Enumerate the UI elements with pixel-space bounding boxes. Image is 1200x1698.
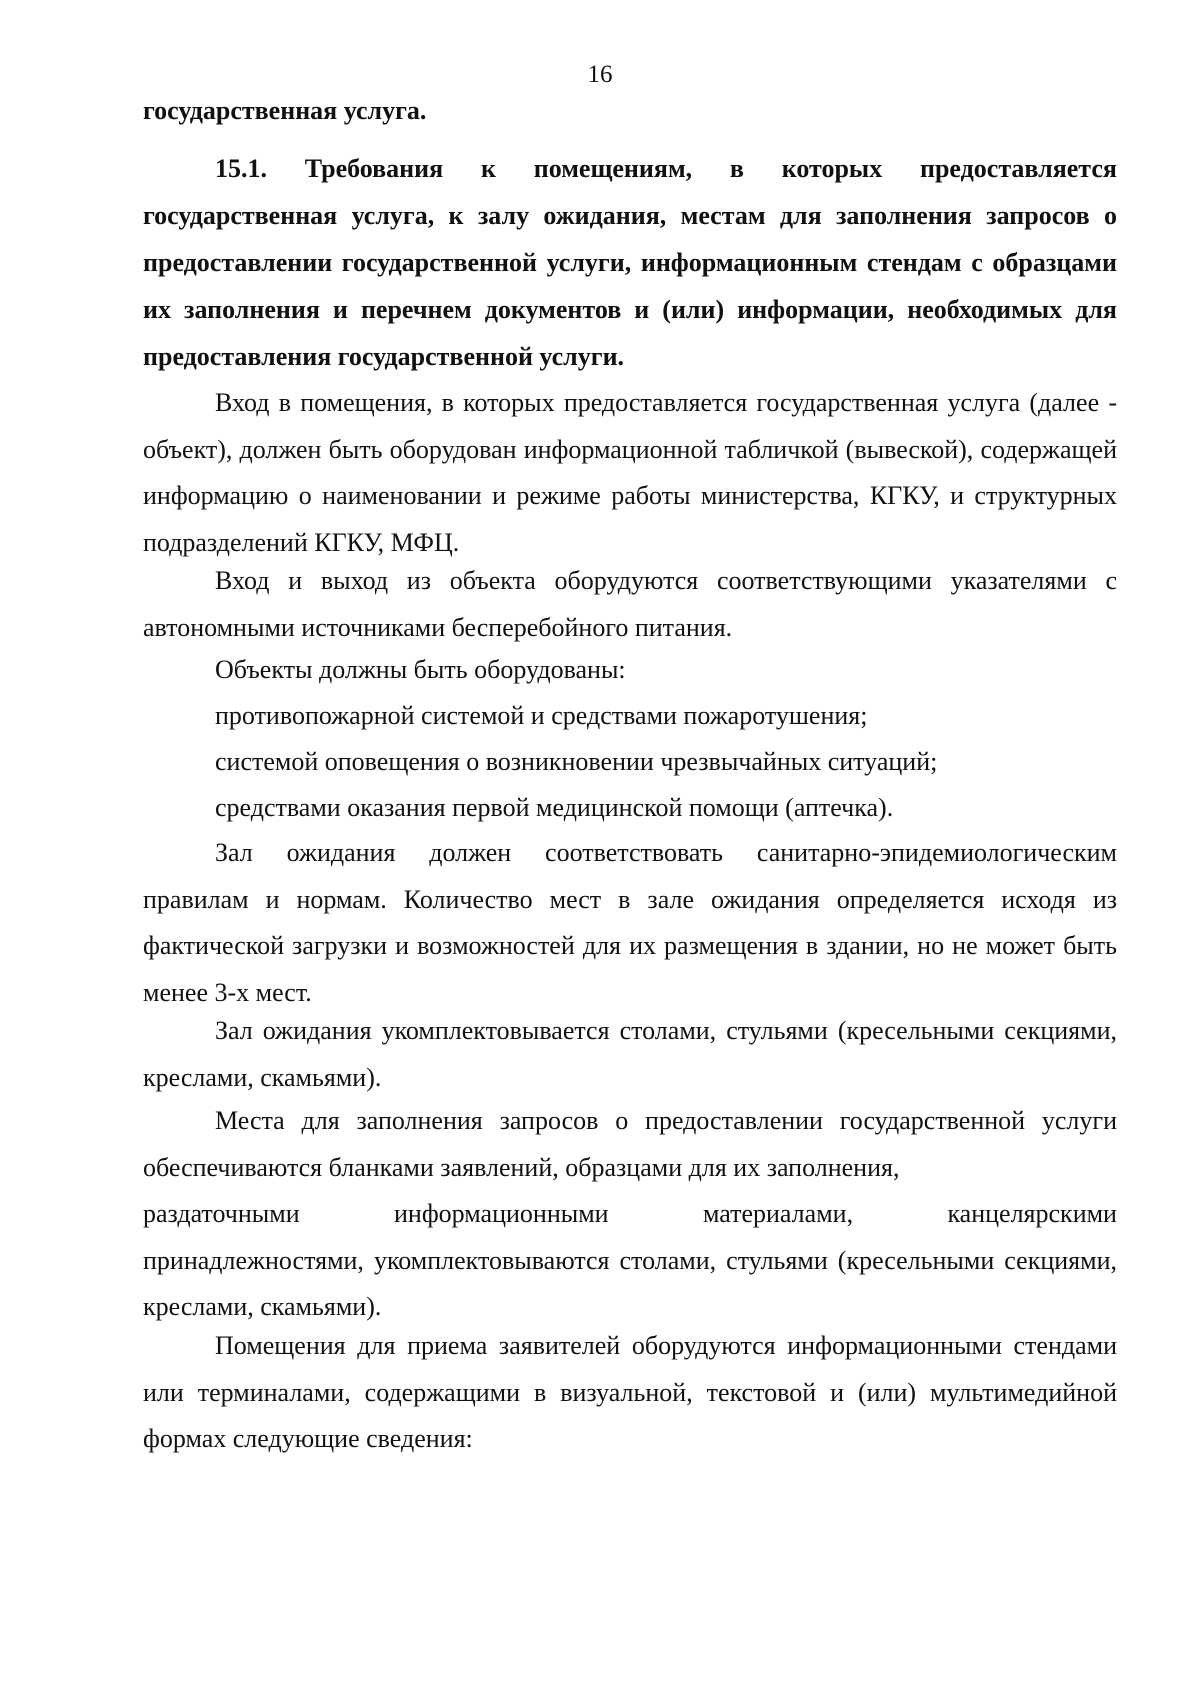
paragraph-entrance-exit xyxy=(143,557,1117,651)
paragraph-waiting-hall-norms xyxy=(143,830,1117,1016)
paragraph-text: Вход и выход из объекта оборудуются соответствующими указателями с автономными источниками бесперебойного питания. xyxy=(143,566,1117,642)
word: материалами, xyxy=(702,1199,854,1228)
paragraph-filling-places xyxy=(143,1098,1117,1331)
word: информационными xyxy=(393,1199,609,1228)
paragraph-entrance-sign xyxy=(143,380,1117,566)
continuation-line xyxy=(143,96,1117,126)
section-heading-text: 15.1. Требования к помещениям, в которых предоставляется государственная услуга, к залу ожидания, местам для заполнения запросов о предоставлении государственной услуги, информационным стендам с образцами их заполнения и перечнем документов и (или) информации, необходимых для предоставления государственной услуги. xyxy=(143,154,1117,371)
equipment-intro: Объекты должны быть оборудованы: xyxy=(215,655,626,684)
word: канцелярскими xyxy=(947,1199,1117,1228)
paragraph-text: Зал ожидания укомплектовывается столами, стульями (кресельными секциями, креслами, скамьями). xyxy=(143,1016,1117,1092)
paragraph-reception-rooms xyxy=(143,1323,1117,1463)
continuation-text: государственная услуга. xyxy=(143,96,427,125)
paragraph-text: Места для заполнения запросов о предоставлении государственной услуги обеспечиваются бланками заявлений, образцами для их заполнения, xyxy=(143,1106,1117,1182)
section-heading xyxy=(143,145,1117,380)
equipment-item-fire: противопожарной системой и средствами пожаротушения; xyxy=(215,701,868,730)
paragraph-text-continued: принадлежностями, укомплектовываются столами, стульями (кресельными секциями, креслами, скамьями). xyxy=(143,1245,1117,1321)
word: раздаточными xyxy=(143,1199,300,1228)
paragraph-text: Помещения для приема заявителей оборудуются информационными стендами или терминалами, содержащими в визуальной, текстовой и (или) мультимедийной формах следующие сведения: xyxy=(143,1331,1117,1453)
page-number: 16 xyxy=(587,61,613,88)
equipment-item-alert: системой оповещения о возникновении чрезвычайных ситуаций; xyxy=(215,747,938,776)
spread-line xyxy=(143,1191,1117,1238)
equipment-list xyxy=(143,647,1117,831)
paragraph-waiting-hall-furniture xyxy=(143,1007,1117,1101)
paragraph-text: Зал ожидания должен соответствовать санитарно-эпидемиологическим правилам и нормам. Количество мест в зале ожидания определяется исходя из фактической загрузки и возможностей для их размещения в здании, но не может быть менее 3-х мест. xyxy=(143,838,1117,1007)
equipment-item-medical: средствами оказания первой медицинской помощи (аптечка). xyxy=(215,793,894,822)
paragraph-text: Вход в помещения, в которых предоставляется государственная услуга (далее - объект), должен быть оборудован информационной табличкой (вывеской), содержащей информацию о наименовании и режиме работы министерства, КГКУ, и структурных подразделений КГКУ, МФЦ. xyxy=(143,388,1117,557)
